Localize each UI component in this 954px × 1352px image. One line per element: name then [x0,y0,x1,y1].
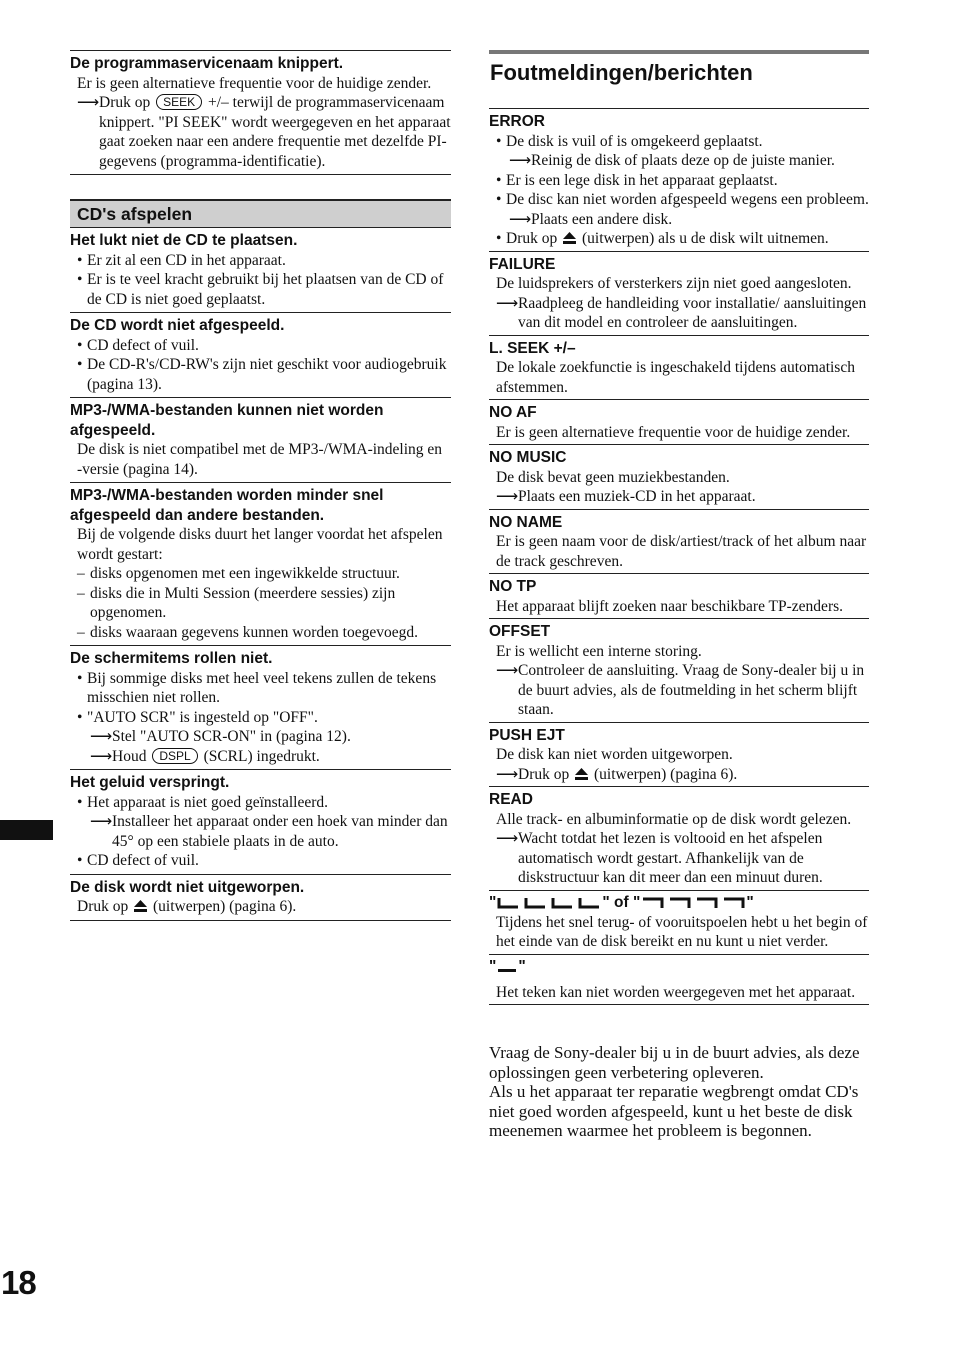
eject-text: Druk op (uitwerpen) (pagina 6). [77,898,297,915]
right-column [489,50,869,1141]
arrow-icon: ⟶ [496,662,519,679]
msg-noaf-heading: NO AF [489,404,537,421]
msg-failure-heading: FAILURE [489,255,556,273]
sound-skip-action: ⟶Installeer het apparaat onder een hoek van minder dan 45° op een stabiele plaats in de auto. [90,813,448,850]
arrow-icon: ⟶ [90,813,113,830]
bullet-item: • Druk op (uitwerpen) als u de disk wilt uitnemen. [489,229,869,249]
mp3-slow-text: Bij de volgende disks duurt het langer voordat het afspelen wordt gestart: [77,526,443,563]
underscore-character-icon [496,960,518,974]
msg-error [489,108,869,252]
dash-item: – disks waaraan gegevens kunnen worden toegevoegd. [70,623,451,643]
mp3-play-heading: MP3-/WMA-bestanden kunnen niet worden afgespeeld. [70,402,384,439]
bullet-item: • De CD-R's/CD-RW's zijn niet geschikt voor audiogebruik (pagina 13). [70,355,451,394]
eject-icon [575,768,588,780]
msg-notp-text: Het apparaat blijft zoeken naar beschikbare TP-zenders. [496,597,844,615]
error-action-3: ⟶Plaats een andere disk. [509,210,673,228]
bullet-item: • De disk is vuil of is omgekeerd geplaatst. [489,132,869,152]
scroll-action-2: ⟶Houd DSPL (SCRL) ingedrukt. [90,747,320,765]
read-action: ⟶Wacht totdat het lezen is voltooid en het afspelen automatisch wordt gestart. Afhankelijk van de diskstructuur kan dit meer dan een minuut duren. [496,830,823,886]
msg-nomusic-text: De disk bevat geen muziekbestanden. [496,468,730,486]
nomusic-action: ⟶Plaats een muziek-CD in het apparaat. [496,488,756,505]
msg-no-char-heading: " " [489,957,526,975]
closing-paragraph-2: Als u het apparaat ter reparatie wegbrengt omdat CD's niet goed worden afgespeeld, kunt u het beste de disk meenemen waarmee het probleem is begonnen. [489,1082,859,1140]
msg-nomusic [489,445,869,510]
msg-disk-edge-heading: " " of " " [489,893,754,911]
bullet-item: • Er zit al een CD in het apparaat. [70,251,451,271]
sound-skip-heading: Het geluid verspringt. [70,774,230,791]
closing-text [489,1043,869,1141]
msg-disk-edge-text: Tijdens het snel terug- of vooruitspoelen hebt u het begin of het einde van de disk bereikt en nu kunt u niet verder. [496,913,868,950]
bullet-item: • De disc kan niet worden afgespeeld wegens een probleem. [489,190,869,210]
section-cd-play [70,313,451,398]
mp3-slow-heading: MP3-/WMA-bestanden worden minder snel afgespeeld dan andere bestanden. [70,487,384,524]
msg-noaf [489,400,869,445]
msg-noname [489,510,869,575]
msg-read-text: Alle track- en albuminformatie op de disk wordt gelezen. [496,810,852,828]
bullet-item: • CD defect of vuil. [70,851,451,871]
arrow-icon: ⟶ [90,728,113,745]
msg-lseek-heading: L. SEEK +/– [489,339,576,357]
page-number: 18 [1,1264,36,1301]
msg-pushejt [489,723,869,788]
section-mp3-play [70,398,451,483]
disc-end-segments-icon [640,896,746,910]
section-mp3-slow [70,483,451,646]
msg-lseek-text: De lokale zoekfunctie is ingeschakeld tijdens automatisch afstemmen. [496,359,855,396]
msg-read-heading: READ [489,791,533,808]
eject-icon [563,232,576,244]
arrow-icon: ⟶ [509,152,532,169]
closing-paragraph-1: Vraag de Sony-dealer bij u in de buurt advies, als deze oplossingen geen verbetering opleveren. [489,1043,860,1082]
section-eject [70,875,451,921]
msg-pushejt-text: De disk kan niet worden uitgeworpen. [496,746,733,763]
msg-noaf-text: Er is geen alternatieve frequentie voor de huidige zender. [496,423,851,441]
msg-offset-text: Er is wellicht een interne storing. [496,642,702,660]
disc-begin-segments-icon [496,896,602,910]
msg-no-char-text: Het teken kan niet worden weergegeven met het apparaat. [496,983,856,1001]
msg-error-heading: ERROR [489,113,545,130]
arrow-icon: ⟶ [77,94,100,111]
left-column [70,50,451,921]
arrow-icon: ⟶ [496,488,519,505]
arrow-icon: ⟶ [90,747,113,765]
eject-heading: De disk wordt niet uitgeworpen. [70,878,305,896]
arrow-icon: ⟶ [496,294,519,312]
cd-section-title: CD's afspelen [70,199,451,228]
arrow-icon: ⟶ [496,830,519,847]
section-scroll [70,646,451,770]
error-action-1: ⟶Reinig de disk of plaats deze op de juiste manier. [509,152,835,169]
msg-offset [489,619,869,723]
bullet-item: • Er is te veel kracht gebruikt bij het plaatsen van de CD of de CD is niet goed geplaatst. [70,270,451,309]
cd-insert-heading: Het lukt niet de CD te plaatsen. [70,232,298,249]
msg-noname-heading: NO NAME [489,513,563,531]
bullet-item: • Er is een lege disk in het apparaat geplaatst. [489,171,869,191]
msg-lseek [489,336,869,401]
scroll-heading: De schermitems rollen niet. [70,650,273,667]
dash-item: – disks die in Multi Session (meerdere sessies) zijn opgenomen. [70,584,451,623]
offset-action: ⟶Controleer de aansluiting. Vraag de Sony-dealer bij u in de buurt advies, als de foutmelding in het scherm blijft staan. [496,662,865,718]
arrow-icon: ⟶ [496,765,519,783]
pi-text: Er is geen alternatieve frequentie voor de huidige zender. [77,74,432,92]
msg-failure [489,252,869,336]
bullet-item: • Bij sommige disks met heel veel tekens zullen de tekens misschien niet rollen. [70,669,451,708]
section-sound-skip [70,770,451,875]
msg-disk-edge [489,891,869,955]
bullet-item: • "AUTO SCR" is ingesteld op "OFF". [70,708,451,728]
msg-no-char [489,955,869,1006]
page-title: Foutmeldingen/berichten [490,60,753,85]
eject-icon [134,900,147,912]
msg-nomusic-heading: NO MUSIC [489,449,567,466]
scroll-action-1: ⟶Stel "AUTO SCR-ON" in (pagina 12). [90,728,351,745]
msg-noname-text: Er is geen naam voor de disk/artiest/track of het album naar de track geschreven. [496,533,867,570]
side-tab-marker [0,820,53,840]
cd-play-heading: De CD wordt niet afgespeeld. [70,317,285,334]
pushejt-action: ⟶Druk op (uitwerpen) (pagina 6). [496,765,738,783]
msg-offset-heading: OFFSET [489,623,551,640]
bullet-item: • CD defect of vuil. [70,336,451,356]
msg-notp [489,574,869,619]
section-pi [70,50,451,175]
bullet-item: • Het apparaat is niet goed geïnstalleerd. [70,793,451,813]
msg-pushejt-heading: PUSH EJT [489,726,565,744]
failure-action: ⟶Raadpleeg de handleiding voor installatie/ aansluitingen van dit model en controleer de aansluitingen. [496,294,867,331]
dspl-key: DSPL [152,748,197,764]
msg-failure-text: De luidsprekers of versterkers zijn niet goed aangesloten. [496,275,852,292]
pi-heading: De programmaservicenaam knippert. [70,55,344,72]
dash-item: – disks opgenomen met een ingewikkelde structuur. [70,564,451,584]
arrow-icon: ⟶ [509,210,532,228]
seek-key: SEEK [156,94,202,110]
msg-read [489,787,869,891]
mp3-play-text: De disk is niet compatibel met de MP3-/WMA-indeling en -versie (pagina 14). [77,441,443,478]
section-cd-insert [70,228,451,313]
pi-action: ⟶Druk op SEEK +/– terwijl de programmaservicenaam knippert. "PI SEEK" wordt weergegeven en het apparaat gaat zoeken naar een andere frequentie met dezelfde PI-gegevens (programma-identificatie). [77,94,451,170]
msg-notp-heading: NO TP [489,578,537,595]
